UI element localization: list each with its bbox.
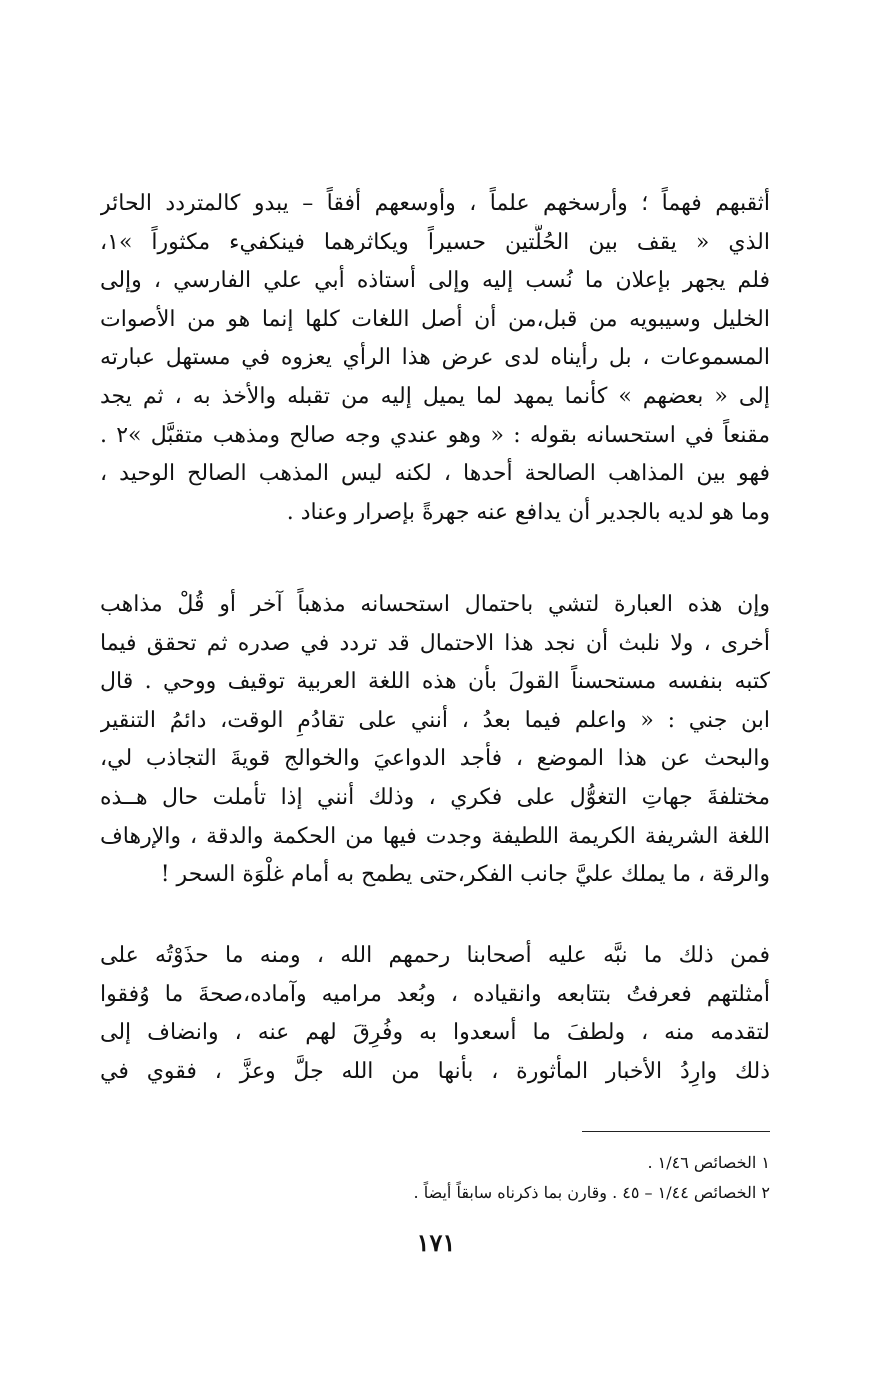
text-line: وما هو لديه بالجدير أن يدافع عنه جهرةً بإصرار وعناد .	[286, 499, 770, 525]
footnote-2: ٢ الخصائص ١/٤٤ – ٤٥ . وقارن بما ذكرناه سابقاً أيضاً .	[413, 1183, 770, 1202]
footnotes	[300, 1148, 770, 1208]
text-line: وإن هذه العبارة لتشي باحتمال استحسانه مذهباً آخر أو قُلْ مذاهب	[100, 592, 770, 617]
text-line: أثقبهم فهماً ؛ وأرسخهم علماً ، وأوسعهم أفقاً – يبدو كالمتردد الحائر	[100, 191, 770, 216]
footnote-divider	[582, 1131, 770, 1132]
footnote-1: ١ الخصائص ١/٤٦ .	[647, 1153, 770, 1172]
text-line: أمثلتهم فعرفتُ بتتابعه وانقياده ، وبُعد مراميه وآماده،صحةَ ما وُفقوا	[100, 981, 770, 1007]
text-line: اللغة الشريفة الكريمة اللطيفة وجدت فيها من الحكمة والدقة ، والإرهاف	[100, 823, 770, 849]
text-line: إلى « بعضهم » كأنما يمهد لما يميل إليه من تقبله والأخذ به ، ثم يجد	[100, 383, 770, 409]
text-line: فهو بين المذاهب الصالحة أحدها ، لكنه ليس المذهب الصالح الوحيد ،	[100, 461, 770, 487]
paragraph-2	[100, 586, 770, 895]
text-line: والبحث عن هذا الموضع ، فأجد الدواعيَ والخوالج قويةَ التجاذب لي،	[100, 746, 770, 772]
text-line: أخرى ، ولا نلبث أن نجد هذا الاحتمال قد تردد في صدره ثم تحقق فيما	[100, 630, 770, 656]
text-line: فمن ذلك ما نبَّه عليه أصحابنا رحمهم الله ، ومنه ما حذَوْتُه على	[100, 943, 770, 968]
text-line: فلم يجهر بإعلان ما نُسب إليه وإلى أستاذه أبي علي الفارسي ، وإلى	[100, 268, 770, 294]
text-line: والرقة ، ما يملك عليَّ جانب الفكر،حتى يطمح به أمام غلْوَة السحر !	[160, 862, 770, 888]
text-line: المسموعات ، بل رأيناه لدى عرض هذا الرأي يعزوه في مستهل عبارته	[100, 345, 770, 371]
text-line: كتبه بنفسه مستحسناً القولَ بأن هذه اللغة العربية توقيف ووحي . قال	[100, 669, 770, 695]
text-line: ذلك وارِدُ الأخبار المأثورة ، بأنها من الله جلَّ وعزَّ ، فقوي في	[100, 1058, 770, 1084]
paragraph-1	[100, 185, 770, 532]
page-number: ١٧١	[416, 1228, 456, 1257]
text-line: لتقدمه منه ، ولطفَ ما أسعدوا به وفُرِقَ لهم عنه ، وانضاف إلى	[100, 1020, 770, 1046]
text-line: ابن جني : « واعلم فيما بعدُ ، أنني على تقادُمِ الوقت، دائمُ التنقير	[100, 707, 770, 733]
text-line: مقنعاً في استحسانه بقوله : « وهو عندي وجه صالح ومذهب متقبَّل »٢ .	[100, 422, 770, 448]
text-line: الذي « يقف بين الحُلَّتين حسيراً ويكاثرهما فينكفيء مكثوراً »١،	[100, 229, 770, 255]
text-line: مختلفةَ جهاتِ التغوُّل على فكري ، وذلك أنني إذا تأملت حال هــذه	[100, 784, 770, 810]
text-line: الخليل وسيبويه من قبل،من أن أصل اللغات كلها إنما هو من الأصوات	[100, 306, 770, 332]
paragraph-3	[100, 937, 770, 1091]
